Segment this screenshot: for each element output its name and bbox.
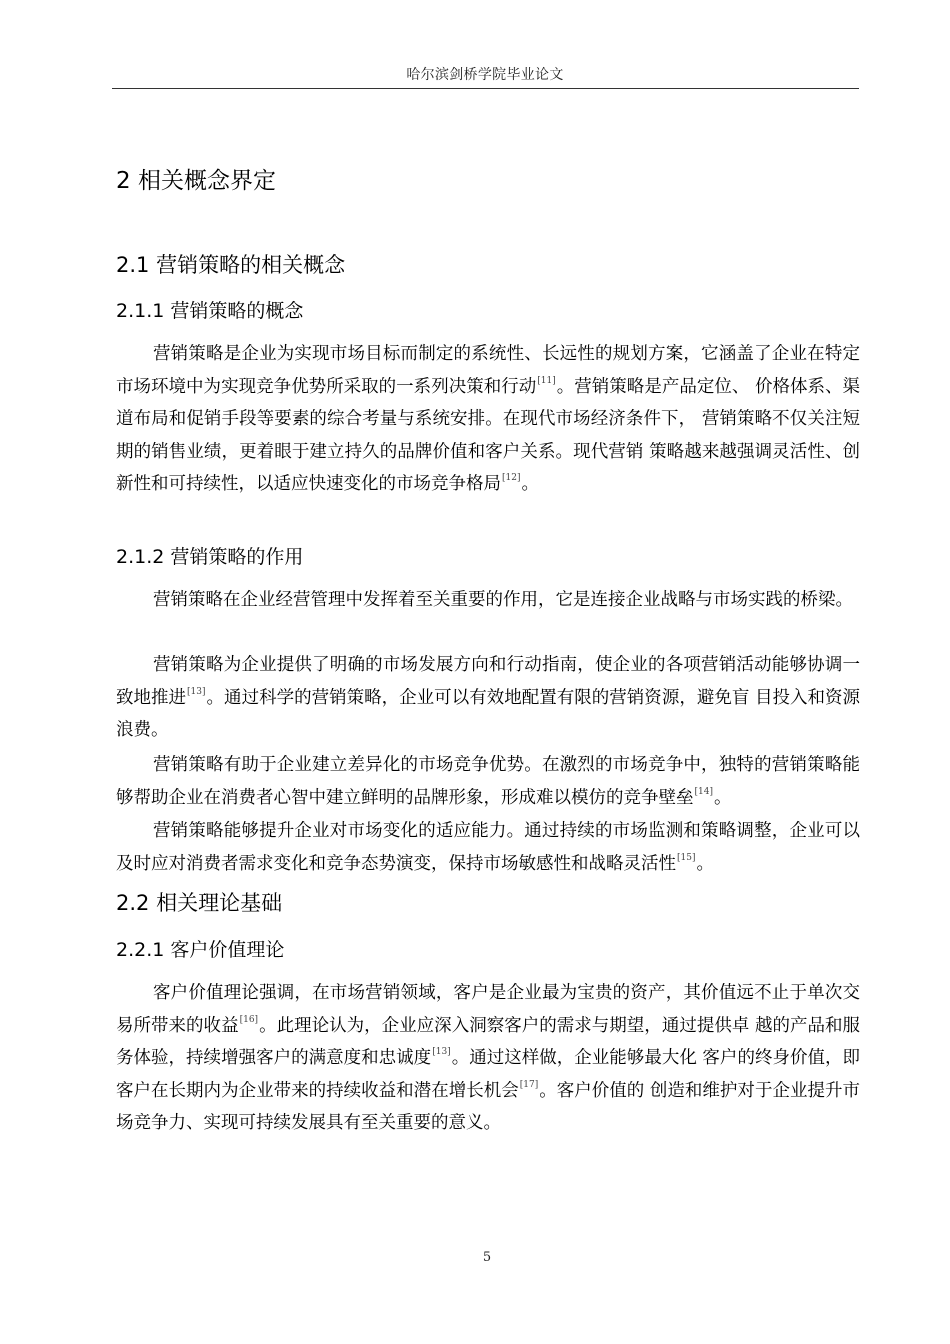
paragraph-2-2-1 (116, 977, 860, 1140)
paragraph-text: 营销策略能够提升企业对市场变化的适应能力。通过持续的市场监测和策略调整，企业可以及时应对消费者需求变化和竞争态势演变，保持市场敏感性和战略灵活性 (116, 821, 860, 874)
paragraph-2-1-2-c (116, 749, 860, 814)
section-2-2-1-title: 2.2.1 客户价值理论 (116, 939, 285, 961)
paragraph-text: 客户价值理论强调，在市场营销领域，客户是企业最为宝贵的资产，其价值远不止于单次交易所带来的收益 (116, 983, 860, 1036)
paragraph-text: 营销策略为企业提供了明确的市场发展方向和行动指南，使企业的各项营销活动能够协调一致地推进 (116, 655, 860, 708)
section-2-2-title: 2.2 相关理论基础 (116, 891, 283, 915)
paragraph-2-1-2-a (116, 584, 860, 617)
citation: [17] (519, 1079, 539, 1090)
paragraph-text: 营销策略是企业为实现市场目标而制定的系统性、长远性的规划方案，它涵盖了企业在特定市场环境中为实现竞争优势所采取的一系列决策和行动 (116, 344, 860, 397)
paragraph-text: 。 (713, 787, 732, 808)
chapter-title: 2 相关概念界定 (116, 168, 276, 194)
citation: [14] (694, 786, 713, 797)
citation: [16] (239, 1014, 259, 1025)
paragraph-2-1-2-b (116, 649, 860, 747)
paragraph-text: 。通过科学的营销策略，企业可以有效地配置有限的营销资源，避免盲 目投入和资源浪费。 (116, 687, 861, 740)
citation: [12] (502, 473, 521, 483)
paragraph-text: 。此理论认为，企业应深入洞察客户的需求与期望，通过提供卓 越的产品和服务体验，持续增强客户的满意度和忠诚度 (116, 1015, 861, 1068)
citation: [11] (537, 375, 556, 386)
paragraph-2-1-1 (116, 338, 860, 501)
citation: [13] (187, 686, 206, 697)
paragraph-text: 营销策略在企业经营管理中发挥着至关重要的作用，它是连接企业战略与市场实践的桥梁。 (153, 590, 853, 610)
paragraph-text: 。营销策略是产品定位、 价格体系、渠道布局和促销手段等要素的综合考量与系统安排。在现代市场经济条件下， 营销策略不仅关注短期的销售业绩，更着眼于建立持久的品牌价值和客户关系。现代营销 策略越来越强调灵活性、创新性和可持续性，以适应快速变化的市场竞争格局 (116, 376, 861, 494)
paragraph-text: 。 (521, 474, 539, 494)
paragraph-text: 。通过这样做，企业能够最大化 客户的终身价值，即客户在长期内为企业带来的持续收益和潜在增长机会 (116, 1048, 861, 1101)
section-2-1-title: 2.1 营销策略的相关概念 (116, 253, 346, 277)
paragraph-2-1-2-d (116, 815, 860, 880)
paragraph-text: 。客户价值的 创造和维护对于企业提升市场竞争力、实现可持续发展具有至关重要的意义。 (116, 1080, 861, 1133)
paragraph-text: 。 (696, 853, 714, 874)
citation: [13] (432, 1047, 451, 1057)
section-2-1-2-title: 2.1.2 营销策略的作用 (116, 546, 304, 568)
page-number: 5 (482, 1250, 492, 1265)
section-2-1-1-title: 2.1.1 营销策略的概念 (116, 300, 304, 322)
running-header: 哈尔滨剑桥学院毕业论文 (406, 67, 564, 83)
citation: [15] (677, 852, 696, 863)
header-divider (112, 88, 859, 89)
paragraph-text: 营销策略有助于企业建立差异化的市场竞争优势。在激烈的市场竞争中，独特的营销策略能够帮助企业在消费者心智中建立鲜明的品牌形象，形成难以模仿的竞争壁垒 (116, 755, 860, 808)
